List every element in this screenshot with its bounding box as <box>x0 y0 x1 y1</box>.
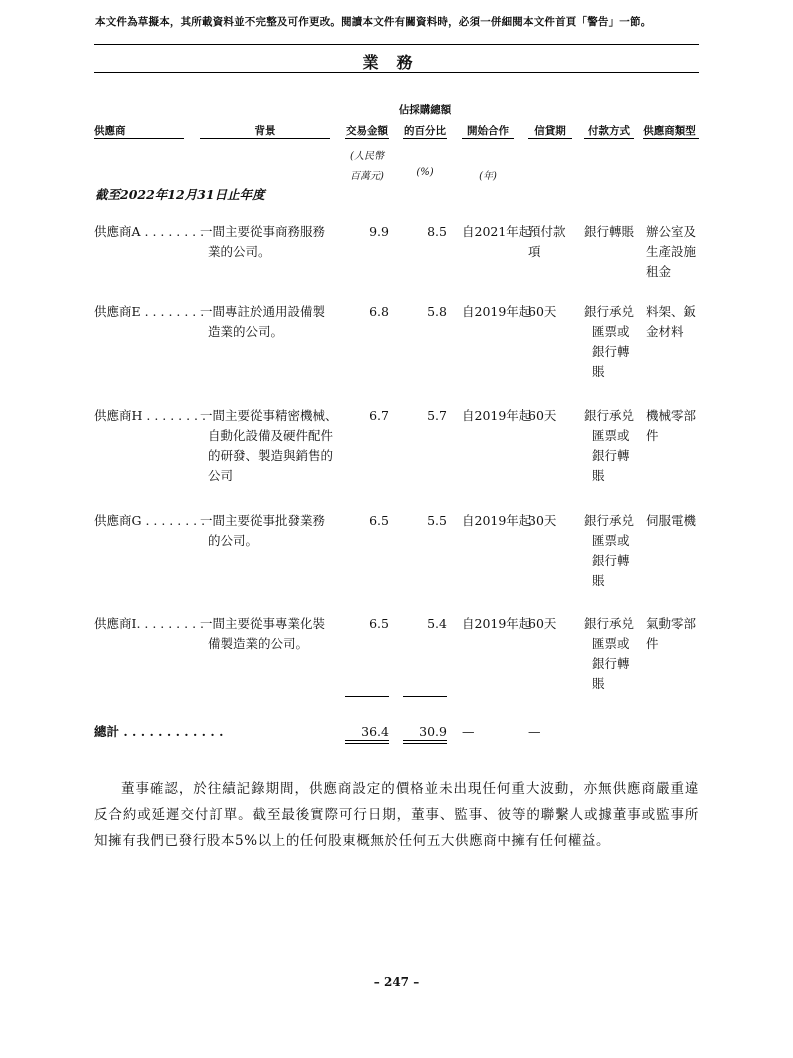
supplier-type: 辦公室及 <box>646 224 697 239</box>
transaction-amount: 6.5 <box>369 513 389 528</box>
purchase-percentage: 5.7 <box>427 408 447 423</box>
payment-method: 銀行承兑 <box>584 408 635 423</box>
supplier-background: 自動化設備及硬件配件 <box>208 428 334 443</box>
supplier-background: 業的公司。 <box>208 244 271 259</box>
header-supplier: 供應商 <box>94 125 126 137</box>
subtotal-rule <box>403 696 447 697</box>
supplier-type: 件 <box>646 636 659 651</box>
header-underline <box>462 138 514 139</box>
transaction-amount: 6.7 <box>369 408 389 423</box>
supplier-type: 氣動零部 <box>646 616 697 631</box>
section-title: 業務 <box>362 53 431 72</box>
payment-method: 銀行承兑 <box>584 616 635 631</box>
supplier-background: 一間主要從事商務服務 <box>200 224 326 239</box>
supplier-type: 件 <box>646 428 659 443</box>
start-year: 自2019年起 <box>462 304 532 319</box>
payment-method: 銀行轉 <box>592 448 630 463</box>
header-type: 供應商類型 <box>643 125 696 137</box>
header-underline <box>584 138 634 139</box>
purchase-percentage: 5.5 <box>427 513 447 528</box>
purchase-percentage: 8.5 <box>427 224 447 239</box>
transaction-amount: 6.8 <box>369 304 389 319</box>
payment-method: 賬 <box>592 364 605 379</box>
supplier-background: 造業的公司。 <box>208 324 284 339</box>
transaction-amount: 9.9 <box>369 224 389 239</box>
credit-period: 30天 <box>528 513 557 528</box>
supplier-type: 金材料 <box>646 324 684 339</box>
section-rule <box>94 72 699 73</box>
supplier-type: 生產設施 <box>646 244 697 259</box>
supplier-background: 公司 <box>208 468 234 483</box>
payment-method: 賬 <box>592 573 605 588</box>
purchase-percentage: 5.4 <box>427 616 447 631</box>
page-number: – 247 – <box>373 975 420 989</box>
payment-method: 匯票或 <box>592 324 630 339</box>
payment-method: 銀行轉賬 <box>584 224 635 239</box>
unit-amount-line1: (人民幣 <box>350 151 384 162</box>
payment-method: 銀行轉 <box>592 553 630 568</box>
purchase-percentage: 5.8 <box>427 304 447 319</box>
unit-start: (年) <box>479 171 497 182</box>
supplier-name: 供應商G . . . . . . . . <box>94 513 206 528</box>
credit-period: 60天 <box>528 616 557 631</box>
period-label: 截至2022年12月31日止年度 <box>95 187 265 202</box>
body-paragraph: 董事確認，於往績記錄期間，供應商設定的價格並未出現任何重大波動，亦無供應商嚴重違反合約或延遲交付訂單。截至最後實際可行日期，董事、監事、彼等的聯繫人或據董事或監事所知擁有我們已發行股本5%以上的任何股東概無於任何五大供應商中擁有任何權益。 <box>94 781 699 849</box>
header-pct-line2: 的百分比 <box>404 125 446 137</box>
header-start: 開始合作 <box>467 125 509 137</box>
supplier-background: 的公司。 <box>208 533 259 548</box>
header-pct-line1: 佔採購總額 <box>398 104 452 116</box>
supplier-type: 租金 <box>646 264 672 279</box>
credit-period: 預付款 <box>528 224 566 239</box>
start-year: 自2021年起 <box>462 224 532 239</box>
supplier-name: 供應商I. . . . . . . . . <box>94 616 204 631</box>
header-underline <box>643 138 699 139</box>
top-rule <box>94 44 699 45</box>
header-background: 背景 <box>254 125 276 137</box>
payment-method: 賬 <box>592 676 605 691</box>
payment-method: 銀行轉 <box>592 656 630 671</box>
start-year: 自2019年起 <box>462 616 532 631</box>
draft-warning: 本文件為草擬本，其所載資料並不完整及可作更改。閱讀本文件有關資料時，必須一併細閱本文件首頁「警告」一節。 <box>95 16 652 28</box>
header-underline <box>403 138 447 139</box>
supplier-name: 供應商A . . . . . . . . <box>94 224 205 239</box>
payment-method: 匯票或 <box>592 636 630 651</box>
supplier-type: 料架、鈑 <box>646 304 697 319</box>
payment-method: 銀行承兑 <box>584 304 635 319</box>
payment-method: 匯票或 <box>592 428 630 443</box>
total-pct: 30.9 <box>419 724 447 739</box>
payment-method: 匯票或 <box>592 533 630 548</box>
total-double-rule <box>345 740 389 741</box>
transaction-amount: 6.5 <box>369 616 389 631</box>
supplier-type: 伺服電機 <box>646 513 697 528</box>
subtotal-rule <box>345 696 389 697</box>
supplier-background: 一間主要從事批發業務 <box>200 513 326 528</box>
supplier-name: 供應商H . . . . . . . . <box>94 408 206 423</box>
header-amount: 交易金額 <box>346 125 388 137</box>
start-year: 自2019年起 <box>462 408 532 423</box>
header-credit: 信貸期 <box>534 125 566 137</box>
supplier-background: 一間主要從事精密機械、 <box>200 408 338 423</box>
supplier-type: 機械零部 <box>646 408 697 423</box>
header-payment: 付款方式 <box>588 125 630 137</box>
supplier-background: 一間主要從事專業化裝 <box>200 616 326 631</box>
supplier-background: 備製造業的公司。 <box>208 636 309 651</box>
total-label: 總計 . . . . . . . . . . . . <box>94 724 224 739</box>
total-double-rule <box>345 743 389 744</box>
total-credit: — <box>528 724 541 739</box>
header-underline <box>200 138 330 139</box>
unit-amount-line2: 百萬元) <box>350 171 384 182</box>
unit-pct: (%) <box>416 167 434 178</box>
supplier-name: 供應商E . . . . . . . . <box>94 304 205 319</box>
total-amount: 36.4 <box>361 724 389 739</box>
credit-period: 項 <box>528 244 541 259</box>
header-underline <box>528 138 572 139</box>
credit-period: 60天 <box>528 304 557 319</box>
total-start: — <box>462 724 475 739</box>
payment-method: 銀行轉 <box>592 344 630 359</box>
header-underline <box>345 138 389 139</box>
payment-method: 銀行承兑 <box>584 513 635 528</box>
supplier-background: 的研發、製造與銷售的 <box>208 448 334 463</box>
total-double-rule <box>403 743 447 744</box>
total-double-rule <box>403 740 447 741</box>
credit-period: 60天 <box>528 408 557 423</box>
start-year: 自2019年起 <box>462 513 532 528</box>
supplier-background: 一間專註於通用設備製 <box>200 304 326 319</box>
header-underline <box>94 138 184 139</box>
payment-method: 賬 <box>592 468 605 483</box>
